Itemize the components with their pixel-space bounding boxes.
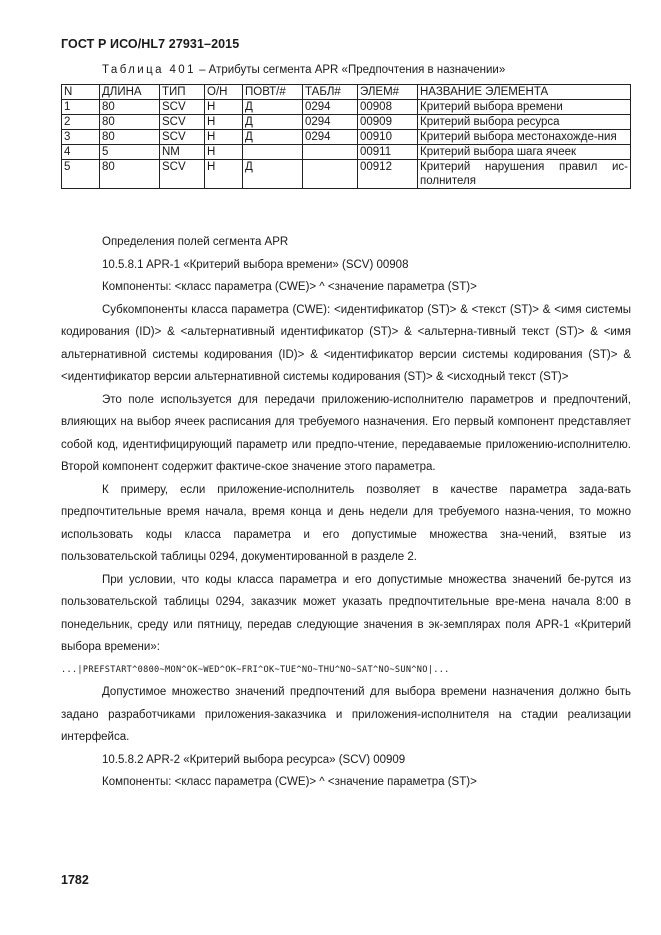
page-number: 1782 <box>61 873 89 887</box>
cell-element-number: 00909 <box>358 115 418 130</box>
cell-n: 1 <box>62 100 100 115</box>
header-optionality: О/Н <box>205 85 243 100</box>
header-element-number: ЭЛЕМ# <box>358 85 418 100</box>
header-n: N <box>62 85 100 100</box>
cell-table-number <box>303 160 358 189</box>
field-heading-apr-1: 10.5.8.1 APR-1 «Критерий выбора времени» (SCV) 00908 <box>102 258 409 271</box>
cell-optionality: Н <box>205 100 243 115</box>
cell-optionality: Н <box>205 160 243 189</box>
cell-repetition: Д <box>243 130 303 145</box>
condition-paragraph: При условии, что коды класса параметра и его допустимые множества значений бе-рутся из пользовательской таблицы 0294, заказчик может указать предпочтительные вре-мена начала 8:00 в понедельник, среду или пятницу, передав следующие значения в эк-земплярах поля APR-1 «Критерий выбора времени»: <box>61 573 631 653</box>
header-table-number: ТАБЛ# <box>303 85 358 100</box>
cell-table-number: 0294 <box>303 130 358 145</box>
code-example: ...|PREFSTART^0800~MON^OK~WED^OK~FRI^OK~TUE^NO~THU^NO~SAT^NO~SUN^NO|... <box>61 664 450 675</box>
cell-element-name: Критерий выбора местонахожде-ния <box>418 130 631 145</box>
document-body <box>61 231 631 794</box>
cell-table-number: 0294 <box>303 115 358 130</box>
table-header-row <box>62 85 631 100</box>
cell-element-number: 00912 <box>358 160 418 189</box>
document-header: ГОСТ Р ИСО/HL7 27931–2015 <box>61 37 240 51</box>
table-caption-text: – Атрибуты сегмента APR «Предпочтения в назначении» <box>199 64 506 76</box>
cell-table-number <box>303 145 358 160</box>
cell-element-name: Критерий нарушения правил ис-полнителя <box>418 160 631 189</box>
cell-type: SCV <box>160 160 205 189</box>
cell-optionality: Н <box>205 115 243 130</box>
cell-length: 5 <box>100 145 160 160</box>
table-caption <box>102 64 505 76</box>
cell-type: SCV <box>160 130 205 145</box>
table-row <box>62 160 631 189</box>
cell-n: 4 <box>62 145 100 160</box>
cell-n: 3 <box>62 130 100 145</box>
header-length: ДЛИНА <box>100 85 160 100</box>
cell-table-number: 0294 <box>303 100 358 115</box>
cell-length: 80 <box>100 160 160 189</box>
cell-length: 80 <box>100 130 160 145</box>
cell-repetition: Д <box>243 160 303 189</box>
cell-element-number: 00911 <box>358 145 418 160</box>
cell-repetition: Д <box>243 115 303 130</box>
apr-attributes-table <box>61 84 631 189</box>
cell-element-name: Критерий выбора ресурса <box>418 115 631 130</box>
cell-type: SCV <box>160 100 205 115</box>
permissible-values-paragraph: Допустимое множество значений предпочтений для выбора времени назначения должно быть задано разработчиками приложения-заказчика и приложения-исполнителя на стадии реализации интерфейса. <box>61 686 631 743</box>
cell-repetition: Д <box>243 100 303 115</box>
usage-paragraph: Это поле используется для передачи приложению-исполнителю параметров и предпочтений, влияющих на выбор ячеек расписания для требуемого назначения. Его первый компонент представляет собой код, идентифицирующий параметр или предпо-чтение, передаваемые приложению-исполнителю. Второй компонент содержит фактиче-ское значение этого параметра. <box>61 393 631 473</box>
header-element-name: НАЗВАНИЕ ЭЛЕМЕНТА <box>418 85 631 100</box>
cell-element-number: 00908 <box>358 100 418 115</box>
components-apr-2: Компоненты: <класс параметра (CWE)> ^ <значение параметра (ST)> <box>102 776 477 788</box>
cell-repetition <box>243 145 303 160</box>
cell-type: NM <box>160 145 205 160</box>
cell-n: 2 <box>62 115 100 130</box>
header-type: ТИП <box>160 85 205 100</box>
header-repetition: ПОВТ/# <box>243 85 303 100</box>
cell-optionality: Н <box>205 130 243 145</box>
subcomponents-paragraph: Субкомпоненты класса параметра (CWE): <идентификатор (ST)> & <текст (ST)> & <имя системы кодирования (ID)> & <альтернативный идентификатор (ST)> & <альтерна-тивный текст (ST)> & <имя альтернативной системы кодирования (ID)> & <идентификатор версии системы кодирования (ST)> & <идентификатор версии альтернативной системы кодирования (ST)> & <исходный текст (ST)> <box>61 303 631 383</box>
cell-element-name: Критерий выбора времени <box>418 100 631 115</box>
section-intro: Определения полей сегмента APR <box>102 236 289 248</box>
table-caption-label: Таблица 401 <box>102 64 196 76</box>
cell-element-number: 00910 <box>358 130 418 145</box>
components-apr-1: Компоненты: <класс параметра (CWE)> ^ <значение параметра (ST)> <box>102 281 477 293</box>
cell-n: 5 <box>62 160 100 189</box>
example-paragraph: К примеру, если приложение-исполнитель позволяет в качестве параметра зада-вать предпочтительные время начала, время конца и день недели для требуемого назна-чения, то можно использовать коды класса параметра и его допустимые множества зна-чений, взятые из пользовательской таблицы 0294, документированной в разделе 2. <box>61 483 631 563</box>
cell-type: SCV <box>160 115 205 130</box>
field-heading-apr-2: 10.5.8.2 APR-2 «Критерий выбора ресурса» (SCV) 00909 <box>102 753 406 766</box>
table-row <box>62 145 631 160</box>
cell-length: 80 <box>100 100 160 115</box>
table-row <box>62 115 631 130</box>
table-row <box>62 100 631 115</box>
table-row <box>62 130 631 145</box>
cell-element-name: Критерий выбора шага ячеек <box>418 145 631 160</box>
cell-optionality: Н <box>205 145 243 160</box>
cell-length: 80 <box>100 115 160 130</box>
